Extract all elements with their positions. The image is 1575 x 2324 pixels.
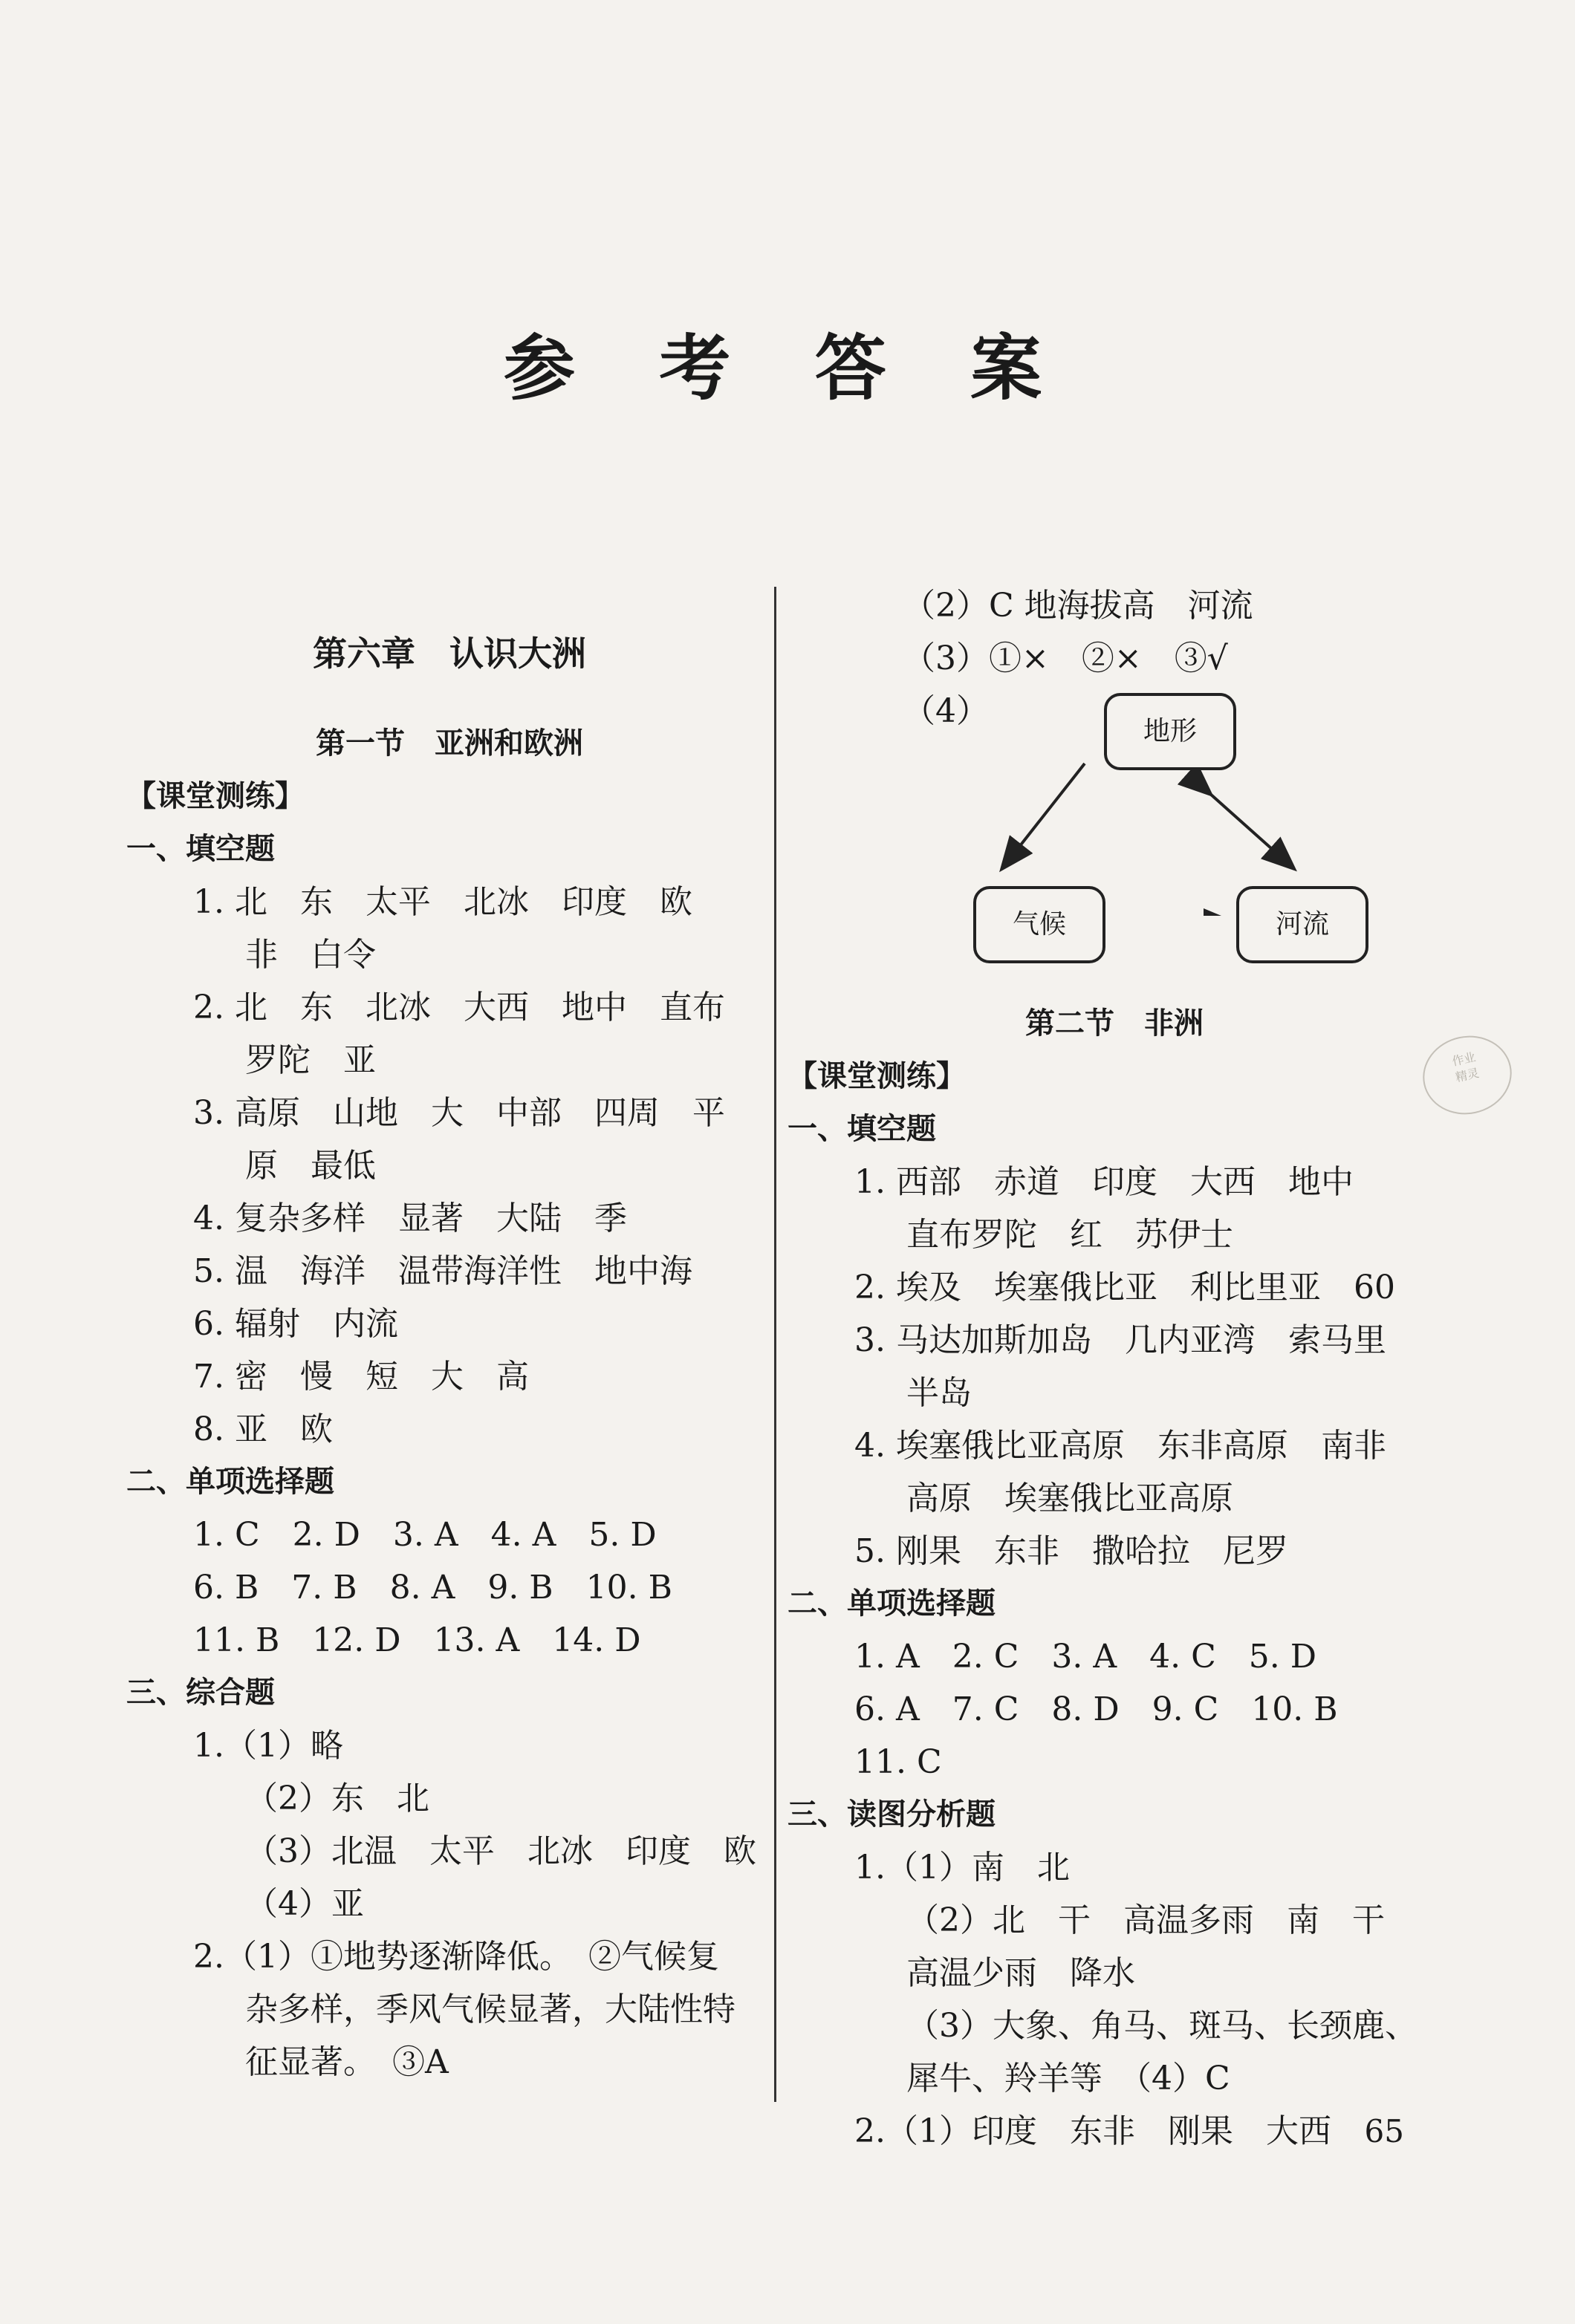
fill-item: 罗陀 亚 bbox=[245, 1041, 376, 1079]
choice-line: 1. C 2. D 3. A 4. A 5. D bbox=[193, 1516, 657, 1554]
fill-item: 5. 刚果 东非 撒哈拉 尼罗 bbox=[854, 1532, 1288, 1570]
read-line: （3）大象、角马、斑马、长颈鹿、 bbox=[906, 2007, 1418, 2045]
fill-item: 直布罗陀 红 苏伊士 bbox=[906, 1216, 1233, 1254]
fill-header: 一、填空题 bbox=[126, 832, 275, 866]
answer-line: （4） bbox=[903, 692, 989, 730]
fill-item: 原 最低 bbox=[245, 1147, 376, 1185]
comp-line: （3）北温 太平 北冰 印度 欧 bbox=[245, 1832, 756, 1870]
comp-line: （4）亚 bbox=[245, 1885, 364, 1923]
fill-item: 3. 高原 山地 大 中部 四周 平 bbox=[193, 1094, 725, 1132]
watermark-stamp: 作业 精灵 bbox=[1415, 1028, 1519, 1123]
choice-header: 二、单项选择题 bbox=[788, 1586, 996, 1621]
fill-item: 3. 马达加斯加岛 几内亚湾 索马里 bbox=[854, 1321, 1386, 1359]
node-terrain: 地形 bbox=[1104, 693, 1236, 770]
read-line: 1.（1）南 北 bbox=[854, 1849, 1070, 1887]
read-header: 三、读图分析题 bbox=[788, 1797, 996, 1832]
comp-line: （2）东 北 bbox=[245, 1780, 429, 1817]
arrow-terrain-river bbox=[1209, 793, 1293, 868]
comp-line: 杂多样，季风气候显著，大陆性特 bbox=[245, 1991, 735, 2028]
comprehensive-header: 三、综合题 bbox=[126, 1676, 275, 1710]
fill-item: 5. 温 海洋 温带海洋性 地中海 bbox=[193, 1252, 692, 1290]
page-number: 65 bbox=[1364, 2113, 1404, 2149]
fill-item: 1. 北 东 太平 北冰 印度 欧 bbox=[193, 883, 692, 921]
page-title: 参 考 答 案 bbox=[503, 326, 1072, 410]
right-column bbox=[788, 579, 1441, 2158]
fill-item: 2. 埃及 埃塞俄比亚 利比里亚 60 bbox=[854, 1269, 1395, 1306]
read-line: 高温少雨 降水 bbox=[906, 1954, 1135, 1992]
node-river: 河流 bbox=[1236, 886, 1368, 963]
fill-item: 半岛 bbox=[906, 1374, 972, 1412]
fill-item: 8. 亚 欧 bbox=[193, 1410, 333, 1448]
choice-line: 6. B 7. B 8. A 9. B 10. B bbox=[193, 1569, 672, 1607]
column-divider bbox=[774, 587, 776, 2102]
practice-header: 【课堂测练】 bbox=[126, 779, 305, 813]
left-column bbox=[126, 628, 773, 2089]
read-line: （2）北 干 高温多雨 南 干 bbox=[906, 1901, 1385, 1939]
comp-line: 征显著。 ③A bbox=[245, 2043, 449, 2081]
practice-header: 【课堂测练】 bbox=[788, 1059, 966, 1093]
comp-line: 2.（1）①地势逐渐降低。 ②气候复 bbox=[193, 1938, 719, 1976]
relationship-diagram bbox=[788, 686, 1441, 940]
fill-item: 非 白令 bbox=[245, 936, 376, 974]
read-line: 犀牛、羚羊等 （4）C bbox=[906, 2060, 1230, 2097]
fill-item: 6. 辐射 内流 bbox=[193, 1305, 398, 1343]
answer-line: （3）①× ②× ③√ bbox=[903, 639, 1228, 677]
section-title-asia-europe: 第一节 亚洲和欧洲 bbox=[316, 726, 583, 761]
read-line: 2.（1）印度 东非 刚果 大西 bbox=[854, 2112, 1331, 2150]
fill-item: 高原 埃塞俄比亚高原 bbox=[906, 1480, 1233, 1517]
choice-line: 1. A 2. C 3. A 4. C 5. D bbox=[854, 1638, 1316, 1676]
choice-line: 6. A 7. C 8. D 9. C 10. B bbox=[854, 1690, 1338, 1728]
fill-item: 7. 密 慢 短 大 高 bbox=[193, 1358, 529, 1396]
choice-header: 二、单项选择题 bbox=[126, 1465, 334, 1499]
choice-line: 11. B 12. D 13. A 14. D bbox=[193, 1621, 641, 1659]
choice-line: 11. C bbox=[854, 1743, 942, 1781]
comp-line: 1.（1）略 bbox=[193, 1727, 343, 1765]
fill-header: 一、填空题 bbox=[788, 1112, 936, 1146]
section-title-africa: 第二节 非洲 bbox=[1025, 1006, 1204, 1041]
fill-item: 4. 复杂多样 显著 大陆 季 bbox=[193, 1200, 627, 1237]
answer-line: （2）C 地海拔高 河流 bbox=[903, 587, 1253, 625]
fill-item: 1. 西部 赤道 印度 大西 地中 bbox=[854, 1163, 1354, 1201]
fill-item: 2. 北 东 北冰 大西 地中 直布 bbox=[193, 989, 725, 1026]
fill-item: 4. 埃塞俄比亚高原 东非高原 南非 bbox=[854, 1427, 1386, 1465]
arrow-terrain-to-climate bbox=[1003, 764, 1085, 868]
node-climate: 气候 bbox=[973, 886, 1105, 963]
chapter-title: 第六章 认识大洲 bbox=[313, 634, 586, 674]
